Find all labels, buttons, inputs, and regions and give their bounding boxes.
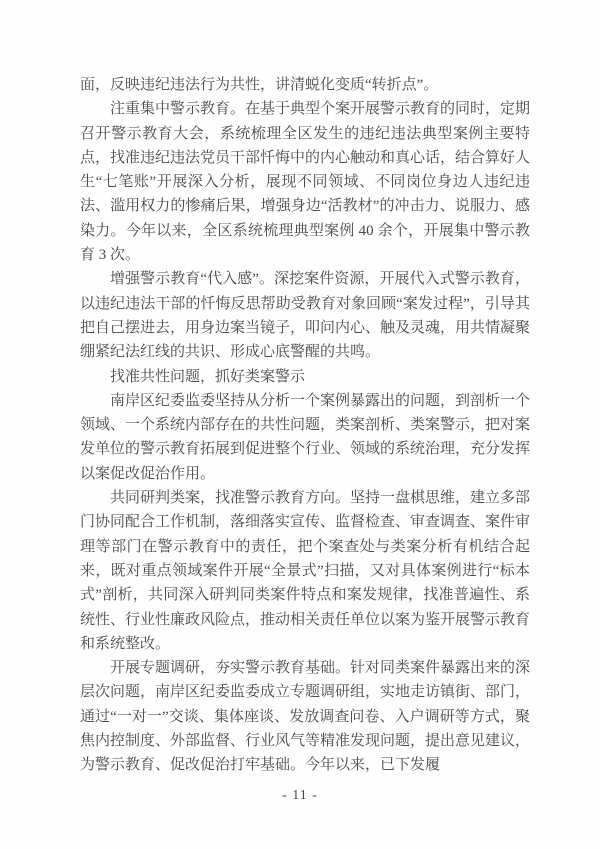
page-number: - 11 -	[282, 788, 318, 803]
paragraph: 开展专题调研，夯实警示教育基础。针对同类案件暴露出来的深层次问题，南岸区纪委监委成立专题调研组，实地走访镇街、部门，通过“一对一”交谈、集体座谈、发放调查问卷、入户调研等方式，聚焦内控制度、外部监督、行业风气等精准发现问题，提出意见建议，为警示教育、促改促治打牢基础。今年以来，已下发履	[80, 660, 531, 774]
section-heading: 找准共性问题，抓好类案警示	[110, 368, 306, 385]
paragraph: 南岸区纪委监委坚持从分析一个案例暴露出的问题，到剖析一个领域、一个系统内部存在的共性问题，类案剖析、类案警示，把对案发单位的警示教育拓展到促进整个行业、领域的系统治理，充分发挥以案促改促治作用。	[80, 392, 531, 482]
paragraph-continuation: 面，反映违纪违法行为共性，讲清蜕化变质“转折点”。	[80, 77, 439, 93]
page-body	[80, 73, 530, 778]
paragraph: 共同研判类案，找准警示教育方向。坚持一盘棋思维，建立多部门协同配合工作机制，落细落实宣传、监督检查、审查调查、案件审理等部门在警示教育中的责任，把个案查处与类案分析有机结合起来，既对重点领域案件开展“全景式”扫描，又对具体案例进行“标本式”剖析，共同深入研判同类案件特点和案发规律，找准普遍性、系统性、行业性廉政风险点，推动相关责任单位以案为鉴开展警示教育和系统整改。	[80, 490, 531, 652]
paragraph: 增强警示教育“代入感”。深挖案件资源，开展代入式警示教育，以违纪违法干部的忏悔反思帮助受教育对象回顾“案发过程”，引导其把自己摆进去，用身边案当镜子，叩问内心、触及灵魂，用共情凝聚绷紧纪法红线的共识、形成心底警醒的共鸣。	[80, 271, 531, 361]
paragraph: 注重集中警示教育。在基于典型个案开展警示教育的同时，定期召开警示教育大会，系统梳理全区发生的违纪违法典型案例主要特点，找准违纪违法党员干部忏悔中的内心触动和真心话，结合算好人生“七笔账”开展深入分析，展现不同领域、不同岗位身边人违纪违法、滥用权力的惨痛后果，增强身边“活教材”的冲击力、说服力、感染力。今年以来，全区系统梳理典型案例 40 余个，开展集中警示教育 3 次。	[80, 101, 531, 264]
